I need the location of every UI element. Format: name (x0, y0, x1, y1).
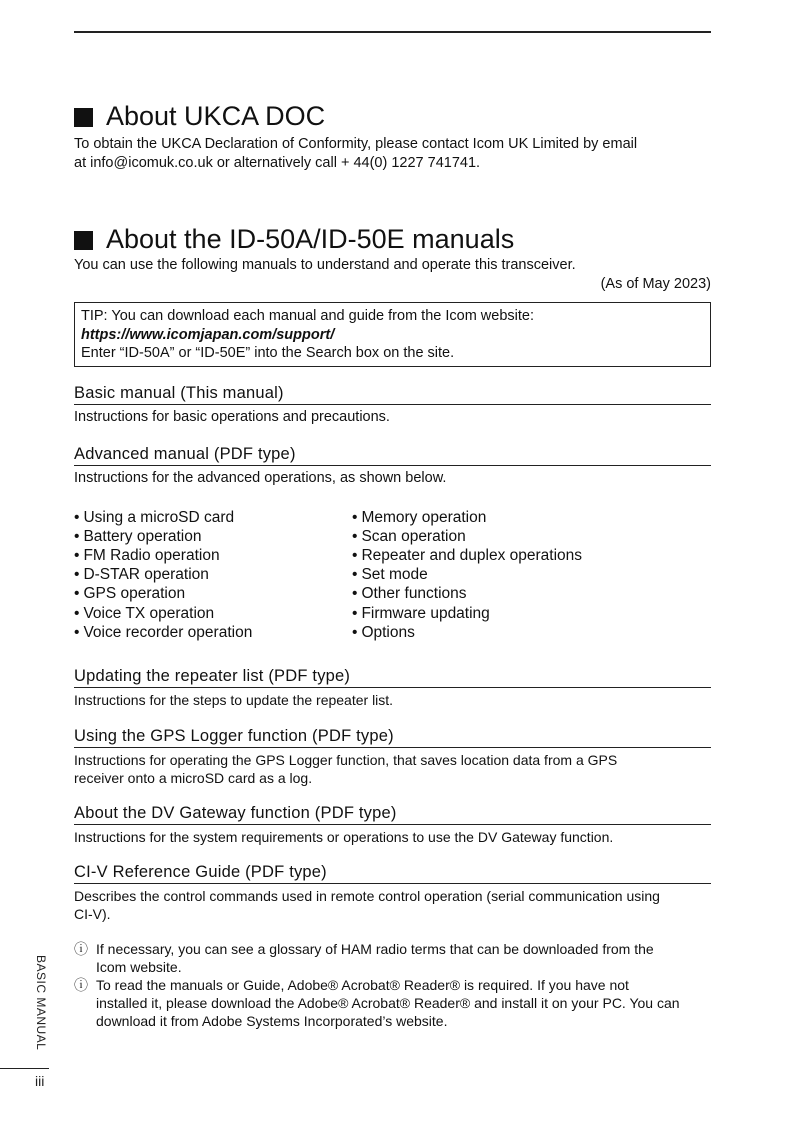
list-item: • FM Radio operation (74, 546, 352, 565)
list-item: • Voice TX operation (74, 604, 352, 623)
acrobat-note-line-1: To read the manuals or Guide, Adobe® Acrobat® Reader® is required. If you have not (96, 976, 629, 993)
manuals-heading-text: About the ID-50A/ID-50E manuals (106, 224, 515, 254)
list-item: • Repeater and duplex operations (352, 546, 630, 565)
square-bullet-icon (74, 231, 93, 250)
topics-left-column (74, 508, 352, 642)
list-item: • Firmware updating (352, 604, 630, 623)
page-number: iii (35, 1073, 45, 1089)
acrobat-note (74, 976, 711, 1030)
ukca-heading-text: About UKCA DOC (106, 101, 326, 131)
repeater-list-desc: Instructions for the steps to update the repeater list. (74, 691, 394, 708)
advanced-manual-desc: Instructions for the advanced operations, as shown below. (74, 470, 447, 486)
list-item: • Battery operation (74, 527, 352, 546)
footer-rule (0, 1068, 49, 1069)
acrobat-note-line-2: installed it, please download the Adobe® Acrobat® Reader® and install it on your PC. You can (96, 994, 680, 1011)
list-item: • Memory operation (352, 508, 630, 527)
manuals-intro: You can use the following manuals to understand and operate this transceiver. (74, 257, 576, 273)
gps-logger-desc-1: Instructions for operating the GPS Logger function, that saves location data from a GPS (74, 751, 618, 768)
ukca-body-1: To obtain the UKCA Declaration of Conformity, please contact Icom UK Limited by email (74, 136, 638, 152)
list-item: • Voice recorder operation (74, 623, 352, 642)
support-url-link[interactable]: https://www.icomjapan.com/support/ (81, 326, 335, 343)
list-item: • Other functions (352, 584, 630, 603)
side-section-label: BASIC MANUAL (34, 955, 48, 1051)
list-item: • Options (352, 623, 630, 642)
civ-guide-desc-1: Describes the control commands used in remote control operation (serial communication using (74, 887, 660, 904)
tip-line-1: TIP: You can download each manual and guide from the Icom website: (81, 308, 535, 324)
acrobat-note-line-3: download it from Adobe Systems Incorporated’s website. (96, 1012, 448, 1029)
info-icon: ⓘ (74, 976, 88, 993)
basic-manual-desc: Instructions for basic operations and precautions. (74, 408, 390, 425)
list-item: • GPS operation (74, 584, 352, 603)
advanced-manual-title: Advanced manual (PDF type) (74, 444, 711, 466)
info-icon: ⓘ (74, 940, 88, 957)
manuals-heading (74, 223, 711, 255)
dv-gateway-title: About the DV Gateway function (PDF type) (74, 803, 711, 825)
list-item: • Set mode (352, 565, 630, 584)
civ-guide-desc-2: CI-V). (74, 905, 111, 922)
dv-gateway-desc: Instructions for the system requirements or operations to use the DV Gateway function. (74, 828, 614, 845)
civ-guide-title: CI-V Reference Guide (PDF type) (74, 862, 711, 884)
ukca-heading (74, 100, 711, 132)
as-of-date: (As of May 2023) (600, 275, 711, 292)
tip-box (74, 302, 711, 367)
gps-logger-desc-2: receiver onto a microSD card as a log. (74, 769, 313, 786)
repeater-list-title: Updating the repeater list (PDF type) (74, 666, 711, 688)
glossary-note-line-1: If necessary, you can see a glossary of HAM radio terms that can be downloaded from the (96, 940, 654, 957)
tip-line-3: Enter “ID-50A” or “ID-50E” into the Search box on the site. (81, 345, 455, 361)
glossary-note-line-2: Icom website. (96, 958, 182, 975)
basic-manual-title: Basic manual (This manual) (74, 383, 711, 405)
list-item: • D-STAR operation (74, 565, 352, 584)
top-rule (74, 31, 711, 33)
ukca-body-2: at info@icomuk.co.uk or alternatively call + 44(0) 1227 741741. (74, 154, 481, 171)
list-item: • Scan operation (352, 527, 630, 546)
square-bullet-icon (74, 108, 93, 127)
list-item: • Using a microSD card (74, 508, 352, 527)
gps-logger-title: Using the GPS Logger function (PDF type) (74, 726, 711, 748)
topics-right-column (352, 508, 630, 642)
advanced-topics-list (74, 508, 711, 642)
page-content (74, 100, 711, 1030)
glossary-note (74, 940, 711, 976)
